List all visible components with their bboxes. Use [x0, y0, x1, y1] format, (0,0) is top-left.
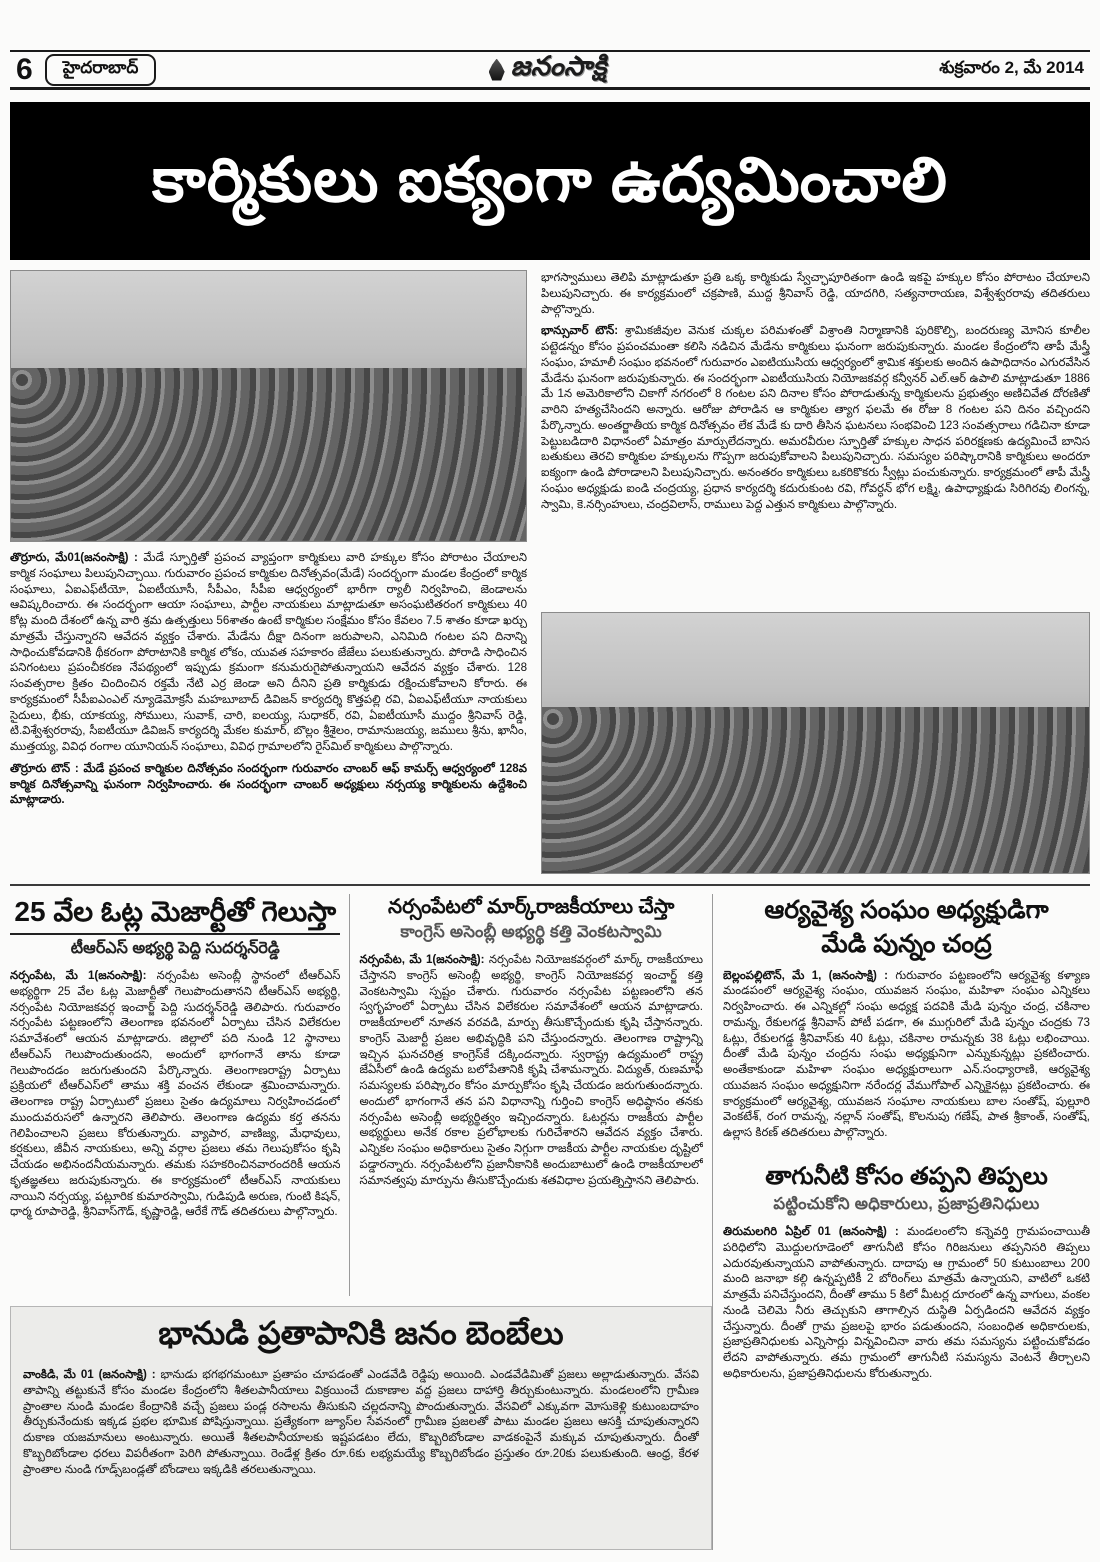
- banner: [10, 102, 1090, 260]
- article-paragraph: తొర్రూరు, మే01(జనంసాక్షి) : మేడే స్ఫూర్తితో ప్రపంచ వ్యాప్తంగా కార్మికులు వారి హక్కుల కోసం పోరాటం చేయాలని కార్మిక సంఘాలు పిలుపునిచ్చాయి. గురువారం ప్రపంచ కార్మికుల దినోత్సవం(మేడే) సందర్భంగా మండల కేంద్రంలో కార్మిక సంఘాలు, ఏఐఎఫ్‌టీయో, ఏఐటీయూసీ, సీపీఎం, సీపీఐ ఆధ్వర్యంలో భారీగా ర్యాలీ నిర్వహించి, జెండాలను ఆవిష్కరించారు. ఈ సందర్భంగా ఆయా సంఘాలు, పార్టీల నాయకులు మాట్లాడుతూ అసంఘటితరంగ కార్మికులు 40 కోట్ల మంది దేశంలో ఉన్న వారి శ్రమ ఉత్పత్తులు 56శాతం ఉంటే కార్మికుల సంక్షేమం కోసం కేవలం 7.5 శాతం కూడా ఖర్చు మాత్రమే చేస్తున్నారని ఆవేదన వ్యక్తం చేశారు. మేడేను దీక్షా దినంగా జరుపాలని, ఎనిమిది గంటల పని దినాన్ని సాధించుకోవడానికి థీకరంగా పోరాటానికి కార్మిక లోకం, యువత సహకారం జేజేలు పలుకుతున్నారు. పోరాడి సాధించిన పనిగంటలు ప్రపంచీకరణ నేపథ్యంలో ఇప్పుడు క్రమంగా కనుమరుగైపోతున్నాయని ఆవేదన వ్యక్తం చేశారు. 128 సంవత్సరాల క్రితం చిందించిన రక్తమే నేటి ఎర్ర జెండా అని దీనిని ప్రతి కార్మికుడు రక్షించుకోవాలని కోరారు. ఈ కార్యక్రమంలో సీపీఐఎంఎల్ న్యూడెమోక్రసీ మహబూబాద్ డివిజన్ కార్యదర్శి కొత్తపల్లి రవి, ఏఐఎఫ్‌టీయూ నాయకులు సైదులు, భీకు, యాకయ్య, సోములు, సువాక్, చారి, ఐలయ్య, సుధాకర్, రవి, ఏఐటీయూసీ ముద్దం శ్రీనివాస్ రెడ్డి, టి.విశ్వేశ్వరరావు, సీఐటీయూ డివిజన్ కార్యదర్శి మేకల కుమార్, బొల్లం శ్రీశైలం, రామానుజయ్య, జములు శ్రీను, ఖానీం, ముత్తయ్య, వివిధ రంగాల యూనియన్ సంఘాలు, వివిధ గ్రామాలలోని రైస్‌మిల్ కార్మికులు పాల్గొన్నారు.: [10, 551, 528, 754]
- dateline: తొర్రూరు టౌన్ :: [10, 761, 79, 775]
- logo-flame-icon: [489, 59, 505, 81]
- article-trs-subhead: టీఆర్ఎస్ అభ్యర్థి పెద్ది సుదర్శన్‌రెడ్డి: [70, 940, 280, 957]
- article-aryavysya-headline: ఆర్యవైశ్య సంఘం అధ్యక్షుడిగా మేడి పున్నం చంద్ర: [764, 896, 1049, 958]
- newspaper-logo-text: జనంసాక్షి: [510, 50, 607, 81]
- article-paragraph: వాంకిడి, మే 01 (జనంసాక్షి) : భానుడు భగభగమంటూ ప్రతాపం చూపడంతో ఎండవేడి రెడ్డిపు అయింది. ఎండవేడిమితో ప్రజలు అల్లాడుతున్నారు. వేసవి తాపాన్ని తట్టుకునే కోసం మండల కేంద్రంలోని శీతలపానీయాలు విక్రయించే దుకాణాల వద్ద ప్రజలు దాహార్తి తీర్చుకుంటున్నారు. మండలంలోని గ్రామీణ ప్రాంతాల నుండి మండల కేంద్రానికి వచ్చే ప్రజలు పండ్ల రసాలను తీసుకుని చల్లదనాన్ని పొందుతున్నారు. వేసవిలో ఎక్కువగా మోసుకెళ్లి కుటుంబదాహం తీర్చుకునేందుకు ఇక్కడ ప్రభల భూమిక పోషిస్తున్నాయి. ప్రత్యేకంగా జ్యూస్‌ల సేవనంలో గ్రామీణ ప్రజలతో పాటు మండల ప్రజలు ఆసక్తి చూపుతున్నారని దుకాణ యజమానులు అంటున్నారు. అయితే శీతలపానీయాలకు ఇష్టపడటం లేదు, కొబ్బరిబోండాల వాడకంపైనే మక్కువ చూపుతున్నారు. దీంతో కొబ్బరిబోండాల ధరలు విపరీతంగా పెరిగి పోతున్నాయి. రెండేళ్ల క్రితం రూ.6కు లభ్యమయ్యే కొబ్బరిబోండం ప్రస్తుతం రూ.20కు పలుకుతుంది. ఆంధ్ర, కేరళ ప్రాంతాల నుండి గూడ్స్‌బండ్లతో బోండాలు ఇక్కడికి తరలుతున్నాయి.: [23, 1368, 699, 1476]
- article-paragraph: నర్సంపేట, మే 1(జనంసాక్షి): నర్సంపేట నియోజకవర్గంలో మార్క్ రాజకీయాలు చేస్తానని కాంగ్రెస్ అసెంబ్లీ అభ్యర్థి, కాంగ్రెస్ నియోజకవర్గ ఇంచార్జ్ కత్తి వెంకటస్వామి స్పష్టం చేశారు. గురువారం నర్సంపేట పట్టణంలోని తన స్వగృహంలో ఏర్పాటు చేసిన విలేకరుల సమావేశంలో ఆయన మాట్లాడారు. రాజకీయాలలో నూతన వరవడి, మార్పు తీసుకొచ్చేందుకు కృషి చేస్తానన్నారు. కాంగ్రెస్ మెజార్టీ ప్రజల అభివృద్ధికి పని చేస్తుందన్నారు. తెలంగాణ రాష్ట్రాన్ని ఇచ్చిన ఘనచరిత్ర కాంగ్రెస్‌కే దక్కిందన్నారు. స్వరాష్ట్ర ఉద్యమంలో రాష్ట్ర జేఏసీలో ఉండి ఉద్యమ బలోపేతానికి కృషి చేశామన్నారు. విద్యుత్, రుణమాఫీ సమస్యలకు పరిష్కారం కోసం మార్పుకోసం కృషి చేయడం జరుగుతుందన్నారు. అందులో భాగంగానే తన పని విధానాన్ని గుర్తించి కాంగ్రెస్ అధిష్ఠానం తనకు నర్సంపేట అసెంబ్లీ అభ్యర్థిత్వం ఇచ్చిందన్నారు. ఓటర్లను రాజకీయ పార్టీల అభ్యర్థులు అనేక రకాల ప్రలోభాలకు గురిచేశారని ఆవేదన వ్యక్తం చేశారు. ఎన్నికల సంఘం అధికారులు సైతం నిగ్గుగా రాజకీయ పార్టీల నాయకుల దృష్టిలో పడ్డారన్నారు. నర్సంపేటలోని ప్రజానీకానికి అందుబాటులో ఉండి రాజకీయాలలో సమానత్వపు మార్పును తీసుకొచ్చేందుకు శతవిధాల ప్రయత్నిస్తానని తెలిపారు.: [359, 953, 703, 1187]
- lead-left-text: [10, 550, 527, 874]
- dateline: వాంకిడి, మే 01 (జనంసాక్షి) :: [23, 1368, 156, 1381]
- mayday-rally-photo: [10, 270, 527, 542]
- banner-headline: కార్మికులు ఐక్యంగా ఉద్యమించాలి: [152, 146, 948, 216]
- article-water-headline: తాగునీటి కోసం తప్పని తిప్పలు: [765, 1162, 1048, 1190]
- newspaper-logo: [489, 51, 607, 89]
- dateline: బెల్లంపల్లిటౌన్, మే 1, (జనంసాక్షి) :: [723, 968, 889, 982]
- article-aryavysya: [723, 894, 1090, 1147]
- page-number: 6: [16, 52, 33, 86]
- dateline: నర్సంపేట, మే 1(జనంసాక్షి):: [359, 953, 485, 966]
- article-water: [723, 1161, 1090, 1388]
- mid-section: [10, 894, 1090, 1550]
- article-paragraph: తిరుమలగిరి ఏప్రిల్ 01 (జనంసాక్షి) : మండలంలోని కన్నెవర్తి గ్రామపంచాయితీ పరిధిలోని మొద్దులగూడెంలో తాగునీటి కోసం గిరిజనులు తప్పనిసరి తిప్పలు ఎదురవుతున్నాయని వాపోతున్నారు. దాదాపు ఆ గ్రామంలో 50 కుటుంబాలు 200 మంది జనాభా కల్గి ఉన్నప్పటికీ 2 బోరింగ్‌లు మాత్రమే ఉన్నాయని, వాటిలో ఒకటి మాత్రమే పనిచేస్తుందని, దీంతో తాము 5 కిలో మీటర్ల దూరంలో ఉన్న వాగులు, వంకల నుండి చెలిమె నీరు తెచ్చుకుని తాగాల్సిన దుస్థితి ఏర్పడిందని ఆవేదన వ్యక్తం చేస్తున్నారు. దీంతో గ్రామ ప్రజలపై భారం పడుతుందని, సంబంధిత అధికారులకు, ప్రజాప్రతినిధులకు ఎన్నిసార్లు విన్నవించినా వారు తమ సమస్యను పట్టించుకోవడం లేదని వాపోతున్నారు. తమ గ్రామంలో తాగునీటి సమస్యను వెంటనే తీర్చాలని అధికారులను, ప్రజాప్రతినిధులను కోరుతున్నారు.: [723, 1225, 1090, 1380]
- article-sun-headline: భానుడి ప్రతాపానికి జనం బెంబేలు: [158, 1315, 564, 1351]
- mayday-meeting-photo: [541, 612, 1090, 874]
- dateline: తిరుమలగిరి ఏప్రిల్ 01 (జనంసాక్షి) :: [723, 1225, 899, 1239]
- article-paragraph: తొర్రూరు టౌన్ : మేడే ప్రపంచ కార్మికుల దినోత్సవం సందర్భంగా గురువారం చాంబర్ ఆఫ్ కామర్స్ ఆధ్వర్యంలో 128వ కార్మిక దినోత్సవాన్ని ఘనంగా నిర్వహించారు. ఈ సందర్భంగా చాంబర్ అధ్యక్షులు నర్సయ్య కార్మికులను ఉద్దేశించి మాట్లాడారు.: [10, 761, 528, 807]
- article-congress-subhead: కాంగ్రెస్ అసెంబ్లీ అభ్యర్థి కత్తి వెంకటస్వామి: [400, 923, 663, 941]
- lead-story: [10, 270, 1090, 874]
- dateline: తొర్రూరు, మే01(జనంసాక్షి) :: [10, 551, 138, 564]
- dateline: నర్సంపేట, మే 1(జనంసాక్షి):: [10, 969, 147, 982]
- article-sun: [10, 1306, 712, 1550]
- masthead: [10, 50, 1090, 90]
- article-congress-headline: నర్సంపేటలో మార్క్‌రాజకీయాలు చేస్తా: [388, 896, 675, 918]
- article-water-subhead: పట్టించుకోని అధికారులు, ప్రజాప్రతినిధులు: [773, 1195, 1040, 1214]
- article-paragraph: భాగస్వాములు తెలిపి మాట్లాడుతూ ప్రతి ఒక్క కార్మికుడు స్వేచ్ఛాపూరితంగా ఉండి ఇకపై హక్కుల కోసం పోరాటం చేయాలని పిలుపునిచ్చారు. ఈ కార్యక్రమంలో చక్రపాణి, ముద్ద శ్రీనివాస్ రెడ్డి, యాదగిరి, సత్యనారాయణ, విశ్వేశ్వరరావు తదితరులు పాల్గొన్నారు.: [541, 271, 1090, 316]
- section-divider: [10, 884, 1090, 886]
- article-trs: [10, 894, 350, 1296]
- article-trs-headline: 25 వేల ఓట్ల మెజార్టీతో గెలుస్తా: [10, 894, 340, 935]
- article-paragraph: నర్సంపేట, మే 1(జనంసాక్షి): నర్సంపేట అసెంబ్లీ స్థానంలో టీఆర్ఎస్ అభ్యర్థిగా 25 వేల ఓట్ల మెజార్టీతో గెలుపొందుతానని టీఆర్ఎస్ అభ్యర్థి, నర్సంపేట నియోజకవర్గ ఇంచార్జ్ పెద్ది సుదర్శన్‌రెడ్డి తెలిపారు. గురువారం నర్సంపేట పట్టణంలోని తెలంగాణ భవనంలో ఏర్పాటు చేసిన విలేకరుల సమావేశంలో ఆయన మాట్లాడారు. జిల్లాలో పది నుండి 12 స్థానాలు టీఆర్ఎస్ గెలుపొందుతుందని, అందులో భాగంగానే తాను కూడా గెలుపొందడం జరుగుతుందని పేర్కొన్నారు. తెలంగాణరాష్ట్ర ఏర్పాటు ప్రక్రియలో టీఆర్ఎస్‌లో తాము శక్తి వంచన లేకుండా శ్రమించామన్నారు. తెలంగాణ రాష్ట్ర ఏర్పాటులో ప్రజలు సైతం ఉద్యమాలు నిర్వహించడంలో ముందువరుసలో ఉన్నారని తెలిపారు. తెలంగాణ ఉద్యమ కర్త తనను గెలిపించాలని ప్రజలు కోరుతున్నారు. వ్యాపార, వాణిజ్య, మేధావులు, కర్షకులు, జీవీన నాయకులు, అన్ని వర్గాల ప్రజలు తమ గెలుపుకోసం కృషి చేయడం అభినందనీయమన్నారు. తమకు సహకరించినవారందరికీ ఆయన కృతజ్ఞతలు జరుపుకున్నారు. ఈ కార్యక్రమంలో టీఆర్ఎస్ నాయకులు నాయిని నర్సయ్య, పట్లూరిక కుమారస్వామి, గుడిపుడి అరుణ, గుంటి కిషన్, ధార్మ రూపారెడ్డి, శ్రీనివాస్‌గౌడ్, కృష్ణారెడ్డి, ఆరేకే గౌడ్ తదితరులు పాల్గొన్నారు.: [10, 969, 341, 1219]
- dateline: భాన్సువార్ టౌన్:: [541, 324, 619, 338]
- article-congress: [350, 894, 712, 1296]
- issue-date: శుక్రవారం 2, మే 2014: [939, 57, 1084, 77]
- right-rail: [712, 894, 1090, 1550]
- article-paragraph: భాన్సువార్ టౌన్: శ్రామికజీవుల వెనుక చుక్కల పరిమళంతో విశ్రాంతి నిర్మాణానికి పురికొల్పి, బందరుణ్య మోనిస కూలీల పట్టెడన్నం కోసం ప్రపంచమంతా కలిసి నడిచిన మేడేను కార్మికులు ఘనంగా జరుపుకున్నారు. మండల కేంద్రంలోని తాపీ మేస్త్రీ సంఘం, హమాలీ సంఘం భవనంలో గురువారం ఎఐటియుసియ ఆధ్వర్యంలో శ్రామిక శక్తులకు అందిన ఉపాధిదానం ఎగురవేసిన మేడేను ఘనంగా జరుపుకున్నారు. ఈ సందర్భంగా ఎఐటీయుసియ నియోజకవర్గ కన్వీనర్ ఎల్.ఆర్ ఉపాలి మాట్లాడుతూ 1886 మే 1న అమెరికాలోని చికాగో నగరంలో 8 గంటల పని దినాల కోసం పోరాడుతున్న కార్మికులను ప్రభుత్వం అణిచివేత దోరణితో వారిని హత్యచేసిందని అన్నారు. ఆరోజు పోరాడిన ఆ కార్మికుల త్యాగ ఫలమే ఈ రోజు 8 గంటల పని దినం వచ్చిందని పేర్కొన్నారు. అంతర్జాతీయ కార్మిక దినోత్సవం లేక మేడే కు దారి తీసిన ఘటనలు సంభవించి 123 సంవత్సరాలు గడిచినా కూడా పెట్టుబడిదారి విధానంలో ఏమాత్రం మార్పులేదన్నారు. అమరవీరుల స్ఫూర్తితో హక్కుల సాధన పరిరక్షణకు ఉద్యమించే బానిస బతుకులు తెరచి కార్మికుల హక్కులను గొప్పగా జరుపుకోవాలని పిలుపునిచ్చారు. సమస్యల పరిష్కారానికి కార్మికులు అందరూ ఐక్యంగా ఉండి పోరాడాలని పిలుపునిచ్చారు. అనంతరం కార్మికులు ఒకరికొకరు స్వీట్లు పంచుకున్నారు. కార్యక్రమంలో తాపీ మేస్త్రీ సంఘం అధ్యక్షుడు ఐండి చంద్రయ్య, ప్రధాన కార్యదర్శి కదురుకుంట రవి, గోవర్ధన్ భోగ లక్ష్మి, ఉపాధ్యాక్షుడు సిరిగిరవు లింగన్న, స్వామి, కె.నర్సింహులు, చంద్రవిలాస్, రాములు పెద్ద ఎత్తున కార్మికులు పాల్గొన్నారు.: [541, 324, 1090, 511]
- lead-right-text: [541, 270, 1090, 604]
- edition-badge: హైదరాబాద్: [45, 54, 157, 86]
- article-paragraph: బెల్లంపల్లిటౌన్, మే 1, (జనంసాక్షి) : గురువారం పట్టణంలోని ఆర్యవైశ్య కళ్యాణ మండపంలో ఆర్యవైశ్య సంఘం, యువజన సంఘం, మహిళా సంఘం ఎన్నికలు నిర్వహించారు. ఈ ఎన్నికల్లో సంఘ అధ్యక్ష పదవికి మేడి పున్నం చంద్ర, చకినాల రామన్న, రేకులగడ్డ శ్రీనివాస్ పోటీ పడగా, ఈ ముగ్గురిలో మేడి పున్నం చంద్రకు 73 ఓట్లు, రేకులగడ్డ శ్రీనివాస్‌కు 40 ఓట్లు, చకినాల రామన్నకు 38 ఓట్లు లభించాయి. దీంతో మేడి పున్నం చంద్రను సంఘ అధ్యక్షునిగా ఎన్నుకున్నట్లు ప్రకటించారు. అంతేకాకుండా మహిళా సంఘం అధ్యక్షురాలుగా ఎన్.సంధ్యారాణి, ఆర్యవైశ్య యువజన సంఘం అధ్యక్షునిగా నరేందర్ల వేముగోపాల్ ఎన్నికైనట్లు ప్రకటించారు. ఈ కార్యక్రమంలో ఆర్యవైశ్య, యువజన సంఘాల నాయకులు బాల సంతోష్, పుల్లూరి వెంకటేశ్, రంగ రామన్న, నల్లాన్ సంతోష్, కొలనుపు గణేష్, పాత శ్రీకాంత్, సంతోష్, ఉల్లాస కిరణ్ తదితరులు పాల్గొన్నారు.: [723, 968, 1090, 1140]
